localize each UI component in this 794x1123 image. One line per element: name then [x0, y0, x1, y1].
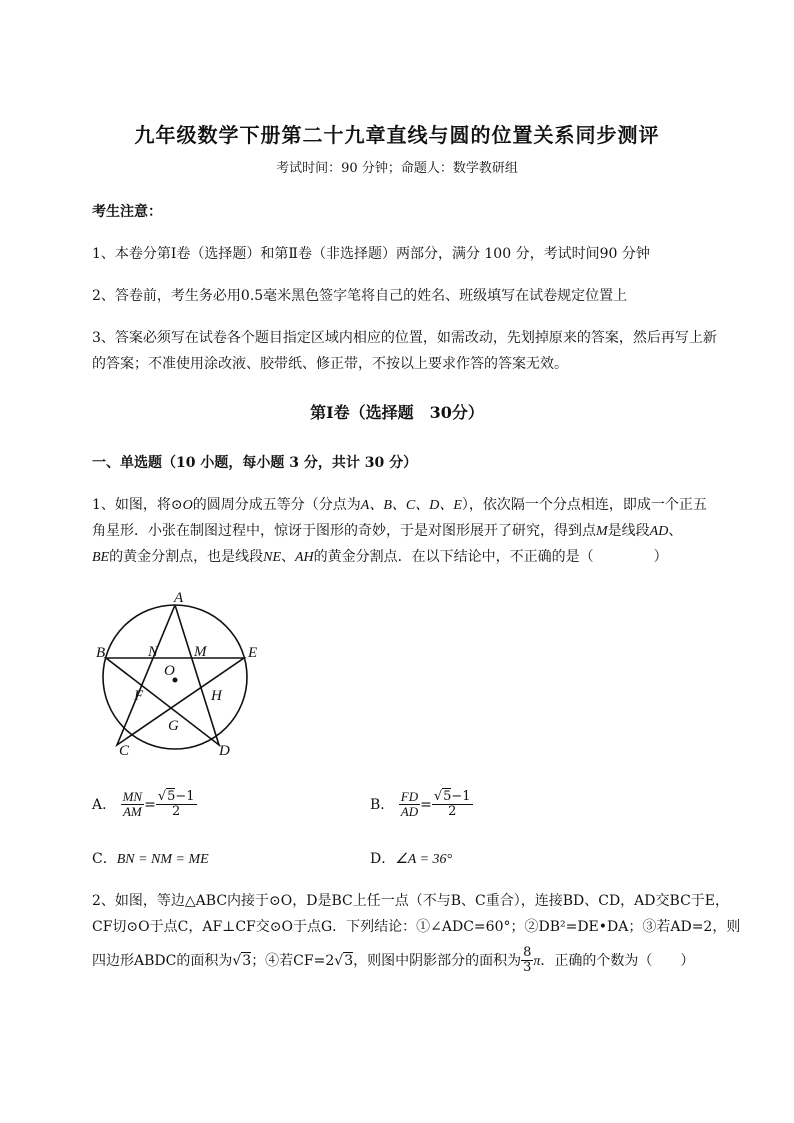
q1-option-d[interactable]: D．∠A = 36°	[370, 851, 453, 867]
q1-line-3: BE的黄金分割点，也是线段NE、AH的黄金分割点．在以下结论中，不正确的是（ ）	[92, 549, 668, 565]
q1-option-c[interactable]: C．BN = NM = ME	[92, 851, 209, 867]
label-f: F	[134, 688, 144, 704]
q2-line-1: 2、如图，等边△ABC内接于⊙O，D是BC上任一点（不与B、C重合），连接BD、CD，AD交BC于E，	[92, 893, 729, 909]
page-title: 九年级数学下册第二十九章直线与圆的位置关系同步测评	[134, 123, 660, 147]
notice-item-3-cont: 的答案；不准使用涂改液、胶带纸、修正带，不按以上要求作答的答案无效。	[92, 356, 568, 372]
notice-heading: 考生注意：	[92, 204, 162, 220]
label-c: C	[119, 743, 130, 759]
label-e: E	[248, 645, 258, 661]
section-title: 第Ⅰ卷（选择题 30分）	[310, 403, 484, 422]
q1-option-b[interactable]: B． $\frac{FD}{AD}$ = $\frac{√5-1}{2}$	[370, 789, 471, 820]
label-m: M	[194, 644, 207, 660]
label-b: B	[96, 645, 106, 661]
label-h: H	[211, 688, 222, 704]
notice-item-1: 1、本卷分第Ⅰ卷（选择题）和第Ⅱ卷（非选择题）两部分，满分 100 分，考试时间90 分钟	[92, 246, 650, 262]
part-heading: 一、单选题（10 小题，每小题 3 分，共计 30 分）	[92, 455, 418, 471]
label-d: D	[219, 743, 230, 759]
q1-line-2: 角星形．小张在制图过程中，惊讶于图形的奇妙，于是对图形展开了研究，得到点M是线段AD、	[92, 523, 683, 539]
q2-line-2: CF切⊙O于点C，AF⊥CF交⊙O于点G．下列结论：①∠ADC=60°；②DB²=DE•DA；③若AD=2，则	[92, 919, 741, 935]
label-o: O	[164, 663, 175, 679]
label-n: N	[148, 644, 159, 660]
label-a: A	[174, 590, 184, 606]
exam-info: 考试时间：90 分钟；命题人：数学教研组	[276, 161, 518, 176]
q2-line-3: 四边形ABDC的面积为√3；④若CF=2√3，则图中阴影部分的面积为 $\frac{8}{3}$ π．正确的个数为（ ）	[92, 945, 695, 976]
q1-option-a[interactable]: A． $\frac{MN}{AM}$ = $\frac{√5-1}{2}$	[92, 789, 195, 820]
notice-item-2: 2、答卷前，考生务必用0.5毫米黑色签字笔将自己的姓名、班级填写在试卷规定位置上	[92, 288, 628, 304]
q1-line-1: 1、如图，将⊙O的圆周分成五等分（分点为A、B、C、D、E），依次隔一个分点相连，即成一个正五	[92, 497, 707, 513]
pentagram-figure	[90, 585, 270, 765]
notice-item-3: 3、答案必须写在试卷各个题目指定区域内相应的位置，如需改动，先划掉原来的答案，然后再写上新	[92, 330, 717, 346]
label-g: G	[168, 718, 179, 734]
